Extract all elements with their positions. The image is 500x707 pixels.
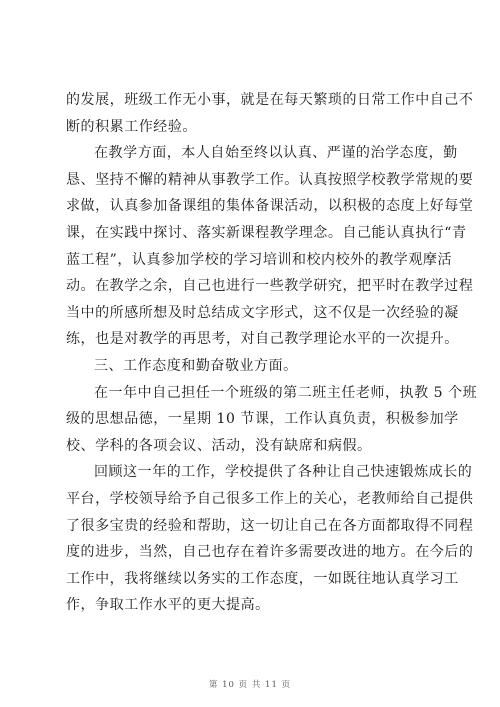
text-line: 作，争取工作水平的更大提高。 — [66, 597, 270, 614]
text-line: 蓝工程”，认真参加学校的学习培训和校内校外的教学观摩活 — [66, 251, 453, 268]
paragraph-start-line: 回顾这一年的工作，学校提供了各种让自己快速锻炼成长的 — [94, 464, 473, 481]
text-line: 度的进步，当然，自己也存在着许多需要改进的地方。在今后的 — [66, 544, 474, 561]
text-line: 断的积累工作经验。 — [66, 118, 197, 135]
text-line: 课，在实践中探讨、落实新课程教学理念。自己能认真执行“青 — [66, 224, 467, 241]
text-line: 工作中，我将继续以务实的工作态度，一如既往地认真学习工 — [66, 570, 459, 587]
text-line: 当中的所感所想及时总结成文字形式，这不仅是一次经验的凝 — [66, 304, 459, 321]
text-line: 级的思想品德，一星期 10 节课，工作认真负责，积极参加学 — [66, 411, 459, 428]
text-line: 恳、坚持不懈的精神从事教学工作。认真按照学校教学常规的要 — [66, 171, 474, 188]
section-heading: 三、工作态度和勤奋敬业方面。 — [94, 357, 298, 374]
text-line: 练，也是对教学的再思考，对自己教学理论水平的一次提升。 — [66, 331, 459, 348]
page-number-footer: 第 10 页 共 11 页 — [208, 680, 292, 690]
text-line: 校、学科的各项会议、活动，没有缺席和病假。 — [66, 437, 372, 454]
paragraph-start-line: 在一年中自己担任一个班级的第二班主任老师，执教 5 个班 — [94, 384, 478, 401]
text-line: 了很多宝贵的经验和帮助，这一切让自己在各方面都取得不同程 — [66, 517, 474, 534]
document-body — [66, 87, 478, 619]
text-line: 求做，认真参加备课组的集体备课活动，以积极的态度上好每堂 — [66, 198, 474, 215]
text-line: 动。在教学之余，自己也进行一些教学研究，把平时在教学过程 — [66, 278, 474, 295]
paragraph-start-line: 在教学方面，本人自始至终以认真、严谨的治学态度，勤 — [94, 145, 458, 162]
text-line: 的发展，班级工作无小事，就是在每天繁琐的日常工作中自己不 — [66, 92, 474, 108]
text-line: 平台，学校领导给予自己很多工作上的关心，老教师给自己提供 — [66, 490, 474, 507]
